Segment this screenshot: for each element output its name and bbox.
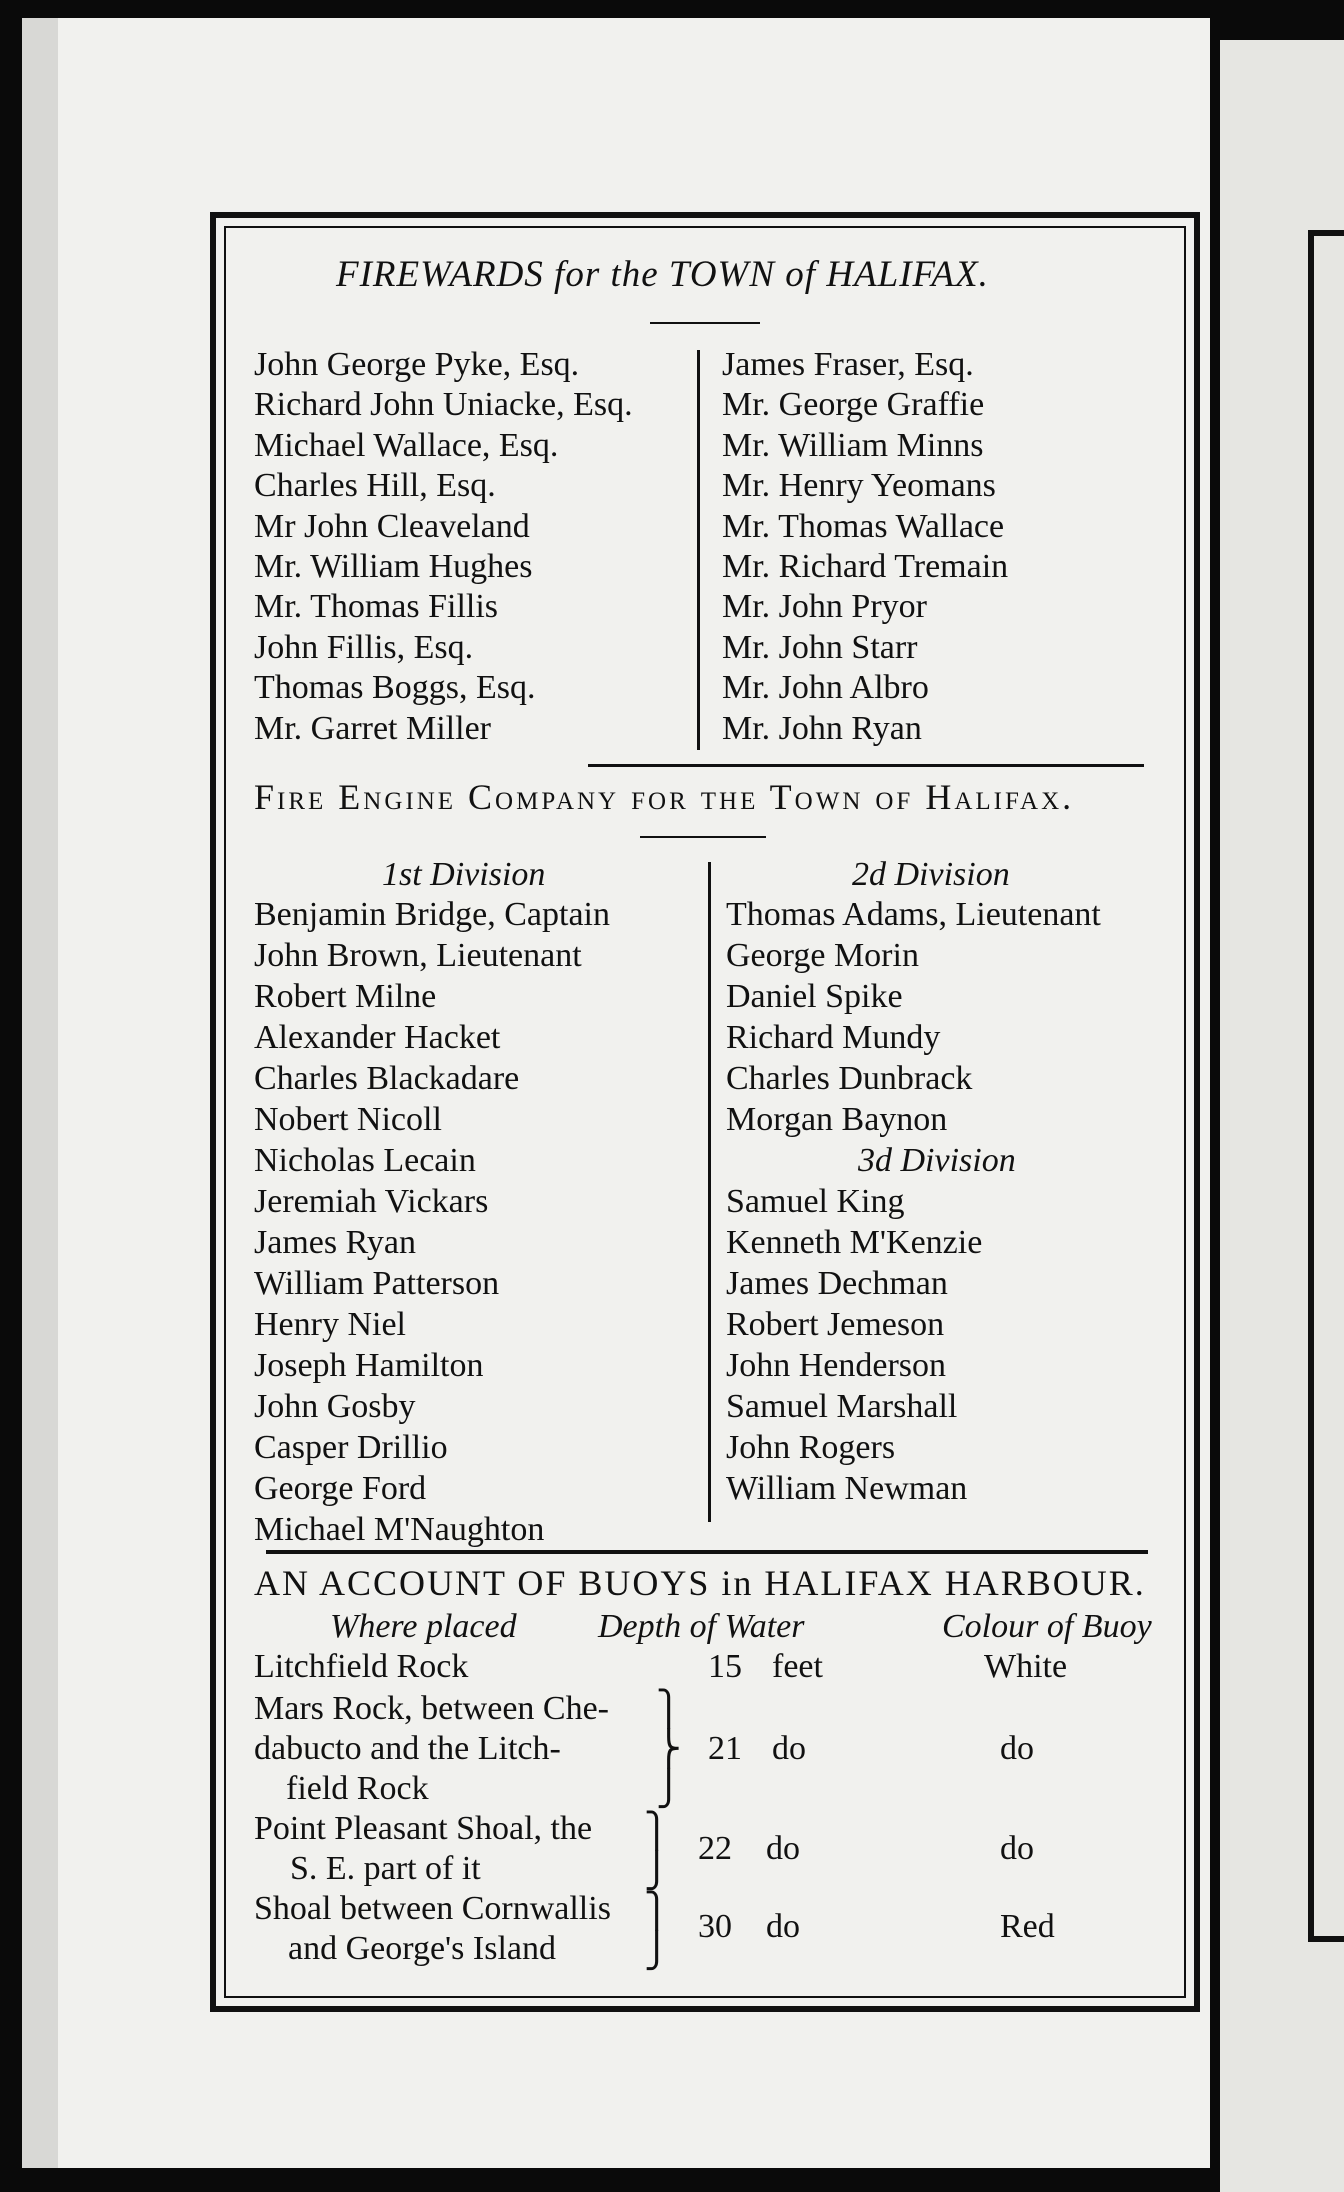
title-rule (650, 322, 760, 324)
member-name: James Ryan (254, 1224, 416, 1261)
brace-icon: ⎫ ⎭ (644, 1813, 670, 1890)
member-name: John Gosby (254, 1388, 416, 1425)
member-name: Joseph Hamilton (254, 1347, 484, 1384)
company-divider (708, 862, 711, 1522)
fireward-name: Mr John Cleaveland (254, 508, 530, 545)
fireward-name: Mr. Thomas Fillis (254, 588, 499, 625)
fireward-name: Mr. George Graffie (722, 386, 985, 423)
member-name: Henry Niel (254, 1306, 407, 1343)
member-name: Samuel Marshall (726, 1388, 958, 1425)
fireward-name: Thomas Boggs, Esq. (254, 669, 536, 706)
fireward-name: Mr. William Minns (722, 427, 984, 464)
fireward-name: John George Pyke, Esq. (254, 346, 580, 383)
buoy-depth: 21 (708, 1730, 742, 1767)
buoy-place: S. E. part of it (290, 1850, 481, 1887)
member-name: James Dechman (726, 1265, 948, 1302)
fireward-name: Mr. John Starr (722, 629, 918, 666)
brace-icon: ⎫ ⎭ (644, 1893, 670, 1970)
fireward-name: Mr. John Albro (722, 669, 929, 706)
buoy-place: Litchfield Rock (254, 1648, 469, 1685)
buoy-depth-unit: do (766, 1908, 800, 1945)
member-name: George Morin (726, 937, 919, 974)
buoys-title: AN ACCOUNT OF BUOYS in HALIFAX HARBOUR. (254, 1563, 1146, 1603)
buoy-place: dabucto and the Litch- (254, 1730, 561, 1767)
division-heading: 3d Division (858, 1142, 1016, 1179)
member-name: Jeremiah Vickars (254, 1183, 489, 1220)
member-name: John Rogers (726, 1429, 896, 1466)
company-title: Fire Engine Company for the Town of Halifax. (254, 777, 1075, 817)
member-name: William Newman (726, 1470, 968, 1507)
division-heading: 1st Division (382, 856, 546, 893)
buoy-colour: White (984, 1648, 1068, 1685)
member-name: Robert Jemeson (726, 1306, 945, 1343)
column-header: Depth of Water (598, 1608, 805, 1645)
brace-icon: ⎫ ⎬ ⎭ (656, 1691, 682, 1808)
fireward-name: Mr. Garret Miller (254, 710, 491, 747)
member-name: Morgan Baynon (726, 1101, 948, 1138)
buoy-place: Shoal between Cornwallis (254, 1890, 611, 1927)
buoy-place: and George's Island (288, 1930, 556, 1967)
fireward-name: Mr. Richard Tremain (722, 548, 1009, 585)
adjacent-page-border (1308, 230, 1344, 1942)
buoy-place: Mars Rock, between Che- (254, 1690, 610, 1727)
buoy-depth-unit: do (766, 1830, 800, 1867)
member-name: Daniel Spike (726, 978, 903, 1015)
buoy-depth-unit: do (772, 1730, 806, 1767)
section-rule (266, 1550, 1148, 1554)
title-rule (640, 836, 766, 838)
buoy-colour: do (1000, 1830, 1034, 1867)
adjacent-page (1220, 40, 1344, 2192)
firewards-title: FIREWARDS for the TOWN of HALIFAX. (336, 254, 989, 295)
buoy-depth-unit: feet (772, 1648, 823, 1685)
member-name: George Ford (254, 1470, 427, 1507)
fireward-name: Charles Hill, Esq. (254, 467, 496, 504)
member-name: Nicholas Lecain (254, 1142, 476, 1179)
fireward-name: Mr. William Hughes (254, 548, 533, 585)
member-name: William Patterson (254, 1265, 500, 1302)
buoy-colour: Red (1000, 1908, 1055, 1945)
member-name: John Brown, Lieutenant (254, 937, 582, 974)
member-name: Samuel King (726, 1183, 905, 1220)
fireward-name: Mr. John Ryan (722, 710, 922, 747)
buoy-depth: 30 (698, 1908, 732, 1945)
member-name: Alexander Hacket (254, 1019, 501, 1056)
member-name: Thomas Adams, Lieutenant (726, 896, 1101, 933)
fireward-name: John Fillis, Esq. (254, 629, 474, 666)
member-name: Kenneth M'Kenzie (726, 1224, 983, 1261)
fireward-name: Mr. John Pryor (722, 588, 927, 625)
member-name: Benjamin Bridge, Captain (254, 896, 610, 933)
member-name: Richard Mundy (726, 1019, 941, 1056)
buoy-colour: do (1000, 1730, 1034, 1767)
buoy-place: Point Pleasant Shoal, the (254, 1810, 593, 1847)
buoy-place: field Rock (286, 1770, 429, 1807)
division-heading: 2d Division (852, 856, 1010, 893)
fireward-name: Mr. Thomas Wallace (722, 508, 1005, 545)
column-header: Where placed (330, 1608, 517, 1645)
section-rule (588, 764, 1144, 767)
firewards-divider (697, 350, 700, 750)
buoy-depth: 15 (708, 1648, 742, 1685)
page-gutter (22, 18, 58, 2168)
member-name: Casper Drillio (254, 1429, 448, 1466)
member-name: Nobert Nicoll (254, 1101, 442, 1138)
member-name: Charles Dunbrack (726, 1060, 973, 1097)
fireward-name: Michael Wallace, Esq. (254, 427, 559, 464)
member-name: Robert Milne (254, 978, 437, 1015)
fireward-name: James Fraser, Esq. (722, 346, 974, 383)
column-header: Colour of Buoy (942, 1608, 1152, 1645)
buoy-depth: 22 (698, 1830, 732, 1867)
member-name: John Henderson (726, 1347, 947, 1384)
member-name: Michael M'Naughton (254, 1511, 545, 1548)
member-name: Charles Blackadare (254, 1060, 520, 1097)
fireward-name: Mr. Henry Yeomans (722, 467, 996, 504)
fireward-name: Richard John Uniacke, Esq. (254, 386, 633, 423)
